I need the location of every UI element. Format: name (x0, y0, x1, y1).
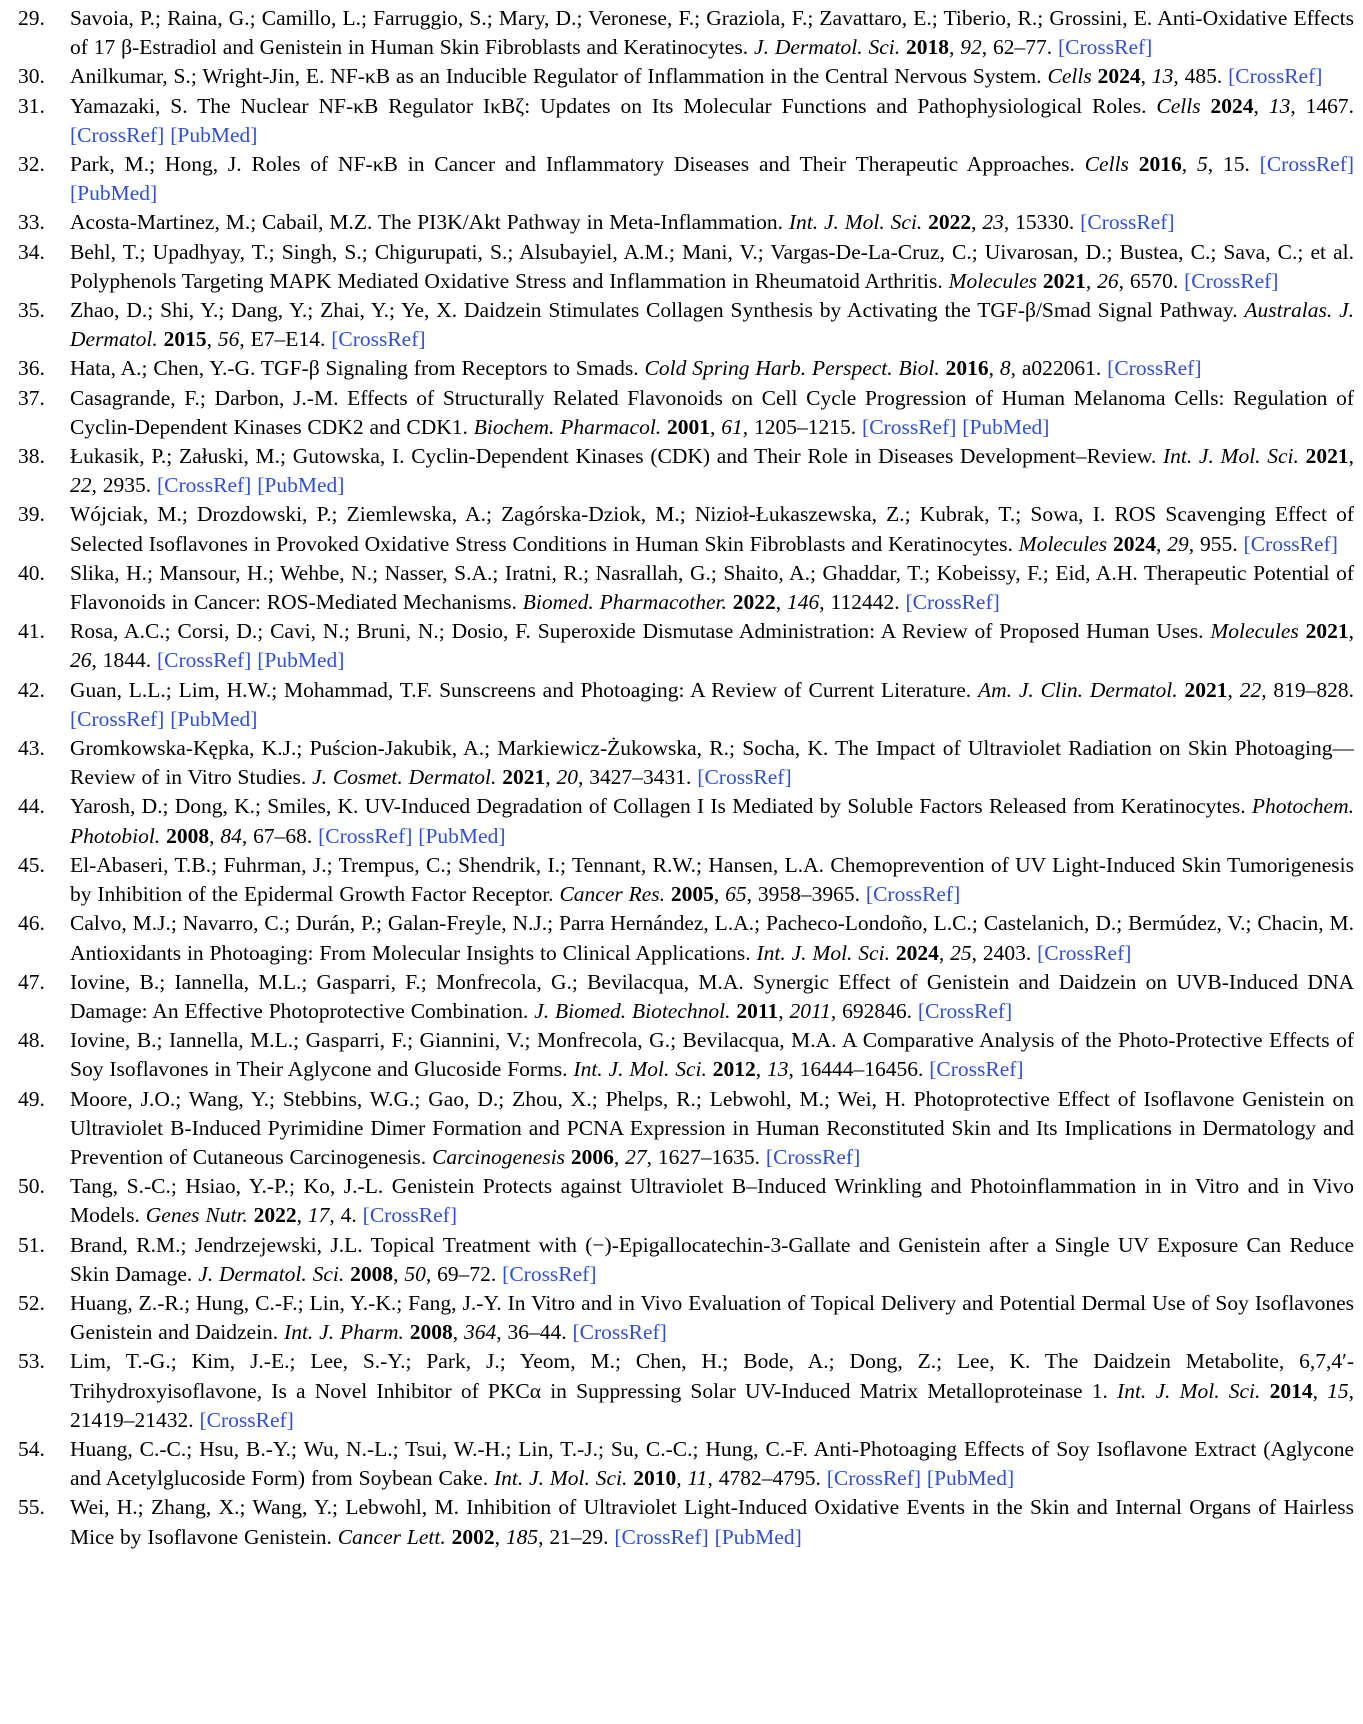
reference-text-segment: , (1140, 64, 1152, 89)
reference-citation-italic: Cells (1156, 93, 1201, 118)
reference-text (70, 4, 1354, 62)
reference-text-segment: , 2935. (91, 473, 157, 498)
reference-item (18, 4, 1354, 62)
reference-citation-italic: 22 (70, 473, 92, 498)
reference-text (70, 1435, 1354, 1493)
reference-year: 2014 (1269, 1378, 1313, 1403)
crossref-link[interactable]: [CrossRef] (157, 648, 252, 673)
reference-text-segment: , 4782–4795. (707, 1466, 827, 1491)
reference-item (18, 1347, 1354, 1435)
reference-text-segment: , 1844. (91, 648, 157, 673)
reference-year: 2002 (451, 1524, 495, 1549)
reference-number: 45. (18, 852, 45, 877)
reference-item (18, 1289, 1354, 1347)
reference-item (18, 384, 1354, 442)
reference-text (70, 296, 1354, 354)
reference-text (70, 734, 1354, 792)
reference-citation-italic: 56 (217, 327, 240, 352)
reference-citation-italic: J. Dermatol. Sci. (198, 1261, 345, 1286)
reference-item (18, 559, 1354, 617)
reference-citation-italic: Int. J. Mol. Sci. (493, 1466, 628, 1491)
reference-year: 2021 (1305, 619, 1349, 644)
reference-number: 47. (18, 969, 45, 994)
reference-citation-italic: 2011 (789, 998, 831, 1023)
reference-item (18, 1172, 1354, 1230)
reference-year: 2008 (166, 823, 210, 848)
reference-number: 52. (18, 1290, 45, 1315)
reference-citation-italic: Molecules (1018, 531, 1108, 556)
reference-citation-italic: J. Biomed. Biotechnol. (534, 998, 731, 1023)
reference-text-segment: Acosta-Martinez, M.; Cabail, M.Z. The PI3K/Akt Pathway in Meta-Inflammation. (70, 210, 789, 235)
reference-number: 43. (18, 736, 45, 761)
reference-text-segment: , (452, 1320, 464, 1345)
reference-text (70, 968, 1354, 1026)
reference-text-segment: , (988, 356, 1000, 381)
reference-year: 2005 (670, 882, 714, 907)
reference-number: 53. (18, 1349, 45, 1374)
reference-year: 2024 (1097, 64, 1141, 89)
reference-number: 33. (18, 210, 45, 235)
crossref-link[interactable]: [CrossRef] (1107, 356, 1202, 381)
reference-text (70, 851, 1354, 909)
reference-text-segment: Moore, J.O.; Wang, Y.; Stebbins, W.G.; Gao, D.; Zhou, X.; Phelps, R.; Lebwohl, M.; Wei, H. Photoprotective Effect of Isoflavone Genistein on Ultraviolet B-Induced Pyrimidine Dimer Formation and PCNA Expression in Human Reconstituted Skin and Its Implications in Dermatology and Prevention of Cutaneous Carcinogenesis. (70, 1086, 1354, 1169)
reference-text-segment: Hata, A.; Chen, Y.-G. TGF-β Signaling from Receptors to Smads. (70, 356, 645, 381)
reference-citation-italic: Genes Nutr. (145, 1203, 248, 1228)
reference-year: 2021 (502, 765, 546, 790)
reference-text-segment: , 69–72. (425, 1261, 503, 1286)
reference-year: 2018 (906, 35, 949, 60)
reference-citation-italic: 364 (464, 1320, 497, 1345)
reference-text-segment: Casagrande, F.; Darbon, J.-M. Effects of Structurally Related Flavonoids on Cell Cycle Progression of Human Melanoma Cells: Regulation of Cyclin-Dependent Kinases CDK2 and CDK1. (70, 385, 1354, 439)
reference-text-segment: Calvo, M.J.; Navarro, C.; Durán, P.; Galan-Freyle, N.J.; Parra Hernández, L.A.; Pacheco-Londoño, L.C.; Castelanich, D.; Bermúdez, V.; Chacin, M. Antioxidants in Photoaging: From Molecular Insights to Clinical Applications. (70, 911, 1354, 965)
reference-number: 55. (18, 1495, 45, 1520)
crossref-link[interactable]: [CrossRef] (826, 1466, 922, 1491)
reference-number: 39. (18, 502, 45, 527)
reference-text (70, 617, 1354, 675)
reference-text-segment: Huang, C.-C.; Hsu, B.-Y.; Wu, N.-L.; Tsui, W.-H.; Lin, T.-J.; Su, C.-C.; Hung, C.-F. Anti-Photoaging Effects of Soy Isoflavone Extract (Aglycone and Acetylglucoside Form) from Soybean Cake. (70, 1436, 1354, 1491)
reference-item (18, 296, 1354, 354)
reference-citation-italic: 13 (1268, 93, 1291, 118)
reference-text (70, 62, 1354, 91)
reference-text-segment: , 21–29. (538, 1524, 615, 1549)
reference-text-segment: , 2403. (971, 940, 1038, 965)
reference-number: 54. (18, 1436, 45, 1461)
reference-text-segment: , (296, 1203, 308, 1228)
reference-citation-italic: Molecules (1210, 619, 1299, 644)
reference-text (70, 909, 1354, 967)
crossref-link[interactable]: [CrossRef] (1259, 152, 1355, 177)
reference-text-segment: , 67–68. (241, 823, 319, 848)
crossref-link[interactable]: [CrossRef] (1184, 268, 1279, 293)
reference-item (18, 92, 1354, 150)
reference-text-segment: , E7–E14. (239, 327, 332, 352)
reference-text-segment: , (938, 940, 951, 965)
crossref-link[interactable]: [CrossRef] (697, 765, 792, 790)
reference-text-segment: , 21419–21432. (70, 1378, 1355, 1432)
reference-text-segment: Lim, T.-G.; Kim, J.-E.; Lee, S.-Y.; Park, J.; Yeom, M.; Chen, H.; Bode, A.; Dong, Z.; Lee, K. The Daidzein Metabolite, 6,7,4′-Trihydroxyisoflavone, Is a Novel Inhibitor of PKCα in Suppressing Solar UV-Induced Matrix Metalloproteinase 1. (70, 1349, 1354, 1403)
reference-text (70, 1172, 1354, 1230)
pubmed-link[interactable]: [PubMed] (962, 414, 1050, 439)
reference-citation-italic: 22 (1239, 677, 1262, 702)
reference-item (18, 150, 1354, 208)
reference-citation-italic: Cancer Lett. (337, 1524, 446, 1549)
reference-item (18, 62, 1354, 91)
reference-year: 2001 (667, 414, 711, 439)
crossref-link[interactable]: [CrossRef] (614, 1524, 709, 1549)
reference-text (70, 92, 1354, 150)
reference-text-segment: Anilkumar, S.; Wright-Jin, E. NF-κB as an Inducible Regulator of Inflammation in the Central Nervous System. (70, 64, 1048, 89)
reference-citation-italic: Int. J. Mol. Sci. (788, 210, 923, 235)
reference-number: 32. (18, 152, 45, 177)
reference-text-segment: Iovine, B.; Iannella, M.L.; Gasparri, F.; Giannini, V.; Monfrecola, G.; Bevilacqua, M.A. A Comparative Analysis of the Photo-Protective Effects of Soy Isoflavones in Their Aglycone and Glucoside Forms. (70, 1028, 1354, 1082)
crossref-link[interactable]: [CrossRef] (502, 1261, 597, 1286)
reference-text-segment: Behl, T.; Upadhyay, T.; Singh, S.; Chigurupati, S.; Alsubayiel, A.M.; Mani, V.; Vargas-De-La-Cruz, C.; Uivarosan, D.; Bustea, C.; Sava, C.; et al. Polyphenols Targeting MAPK Mediated Oxidative Stress and Inflammation in Rheumatoid Arthritis. (70, 239, 1354, 293)
reference-text-segment: Yarosh, D.; Dong, K.; Smiles, K. UV-Induced Degradation of Collagen I Is Mediated by Soluble Factors Released from Keratinocytes. (70, 794, 1252, 819)
reference-text-segment: , (1253, 93, 1269, 118)
reference-text-segment: , 1205–1215. (742, 414, 863, 439)
reference-citation-italic: 29 (1167, 531, 1189, 556)
reference-text (70, 1289, 1354, 1347)
reference-year: 2024 (1113, 531, 1157, 556)
reference-citation-italic: Cold Spring Harb. Perspect. Biol. (644, 356, 940, 381)
reference-text-segment: Tang, S.-C.; Hsiao, Y.-P.; Ko, J.-L. Genistein Protects against Ultraviolet B–Induced Wrinkling and Photoinflammation in in Vitro and in Vivo Models. (70, 1174, 1354, 1228)
reference-number: 34. (18, 239, 45, 264)
reference-item (18, 909, 1354, 967)
reference-text-segment: Gromkowska-Kępka, K.J.; Puścion-Jakubik, A.; Markiewicz-Żukowska, R.; Socha, K. The Impact of Ultraviolet Radiation on Skin Photoaging—Review of in Vitro Studies. (70, 736, 1354, 790)
reference-text-segment: , (755, 1057, 767, 1082)
reference-text-segment: , 36–44. (496, 1320, 573, 1345)
reference-text-segment: Wei, H.; Zhang, X.; Wang, Y.; Lebwohl, M. Inhibition of Ultraviolet Light-Induced Oxidative Events in the Skin and Internal Organs of Hairless Mice by Isoflavone Genistein. (70, 1495, 1354, 1549)
reference-text-segment: , (1181, 152, 1197, 177)
reference-year: 2012 (712, 1057, 756, 1082)
reference-text-segment (1299, 619, 1306, 643)
reference-citation-italic: 27 (625, 1144, 647, 1169)
reference-text-segment: , (1227, 677, 1240, 702)
reference-citation-italic: 8 (999, 356, 1011, 381)
reference-number: 48. (18, 1028, 45, 1053)
reference-text-segment: , (713, 882, 726, 907)
reference-year: 2008 (409, 1320, 453, 1345)
crossref-link[interactable]: [CrossRef] (1037, 940, 1132, 965)
crossref-link[interactable]: [CrossRef] (157, 473, 252, 498)
reference-text (70, 384, 1354, 442)
reference-text-segment: , (206, 327, 218, 352)
reference-text-segment: Brand, R.M.; Jendrzejewski, J.L. Topical Treatment with (−)-Epigallocatechin-3-Gallate and Genistein after a Single UV Exposure Can Reduce Skin Damage. (70, 1232, 1354, 1286)
reference-number: 35. (18, 298, 45, 323)
reference-number: 40. (18, 560, 45, 585)
reference-text-segment: , 692846. (830, 998, 918, 1023)
crossref-link[interactable]: [CrossRef] (1228, 64, 1323, 89)
crossref-link[interactable]: [CrossRef] (865, 882, 961, 907)
reference-text-segment: Park, M.; Hong, J. Roles of NF-κB in Cancer and Inflammatory Diseases and Their Therapeutic Approaches. (70, 152, 1085, 177)
reference-text-segment: , 819–828. (1261, 677, 1355, 702)
reference-item (18, 1085, 1354, 1173)
reference-text (70, 792, 1354, 850)
reference-text-segment: , 16444–16456. (788, 1057, 930, 1082)
pubmed-link[interactable]: [PubMed] (418, 823, 506, 848)
reference-text (70, 1026, 1354, 1084)
reference-text-segment: , 15330. (1003, 210, 1081, 235)
reference-text-segment: Guan, L.L.; Lim, H.W.; Mohammad, T.F. Sunscreens and Photoaging: A Review of Current Literature. (70, 677, 978, 702)
reference-text-segment: , 1627–1635. (646, 1144, 766, 1169)
reference-item (18, 1231, 1354, 1289)
reference-text-segment: , (494, 1524, 506, 1549)
reference-text (70, 1231, 1354, 1289)
reference-citation-italic: Cells (1047, 64, 1092, 89)
reference-text-segment: , (778, 998, 790, 1023)
reference-citation-italic: Biochem. Pharmacol. (473, 414, 662, 439)
reference-text-segment: , 3427–3431. (578, 765, 698, 790)
crossref-link[interactable]: [CrossRef] (929, 1057, 1024, 1082)
reference-text-segment: , 1467. (1290, 93, 1355, 118)
crossref-link[interactable]: [CrossRef] (362, 1203, 458, 1228)
pubmed-link[interactable]: [PubMed] (257, 473, 345, 498)
pubmed-link[interactable]: [PubMed] (926, 1466, 1015, 1491)
reference-citation-italic: Int. J. Mol. Sci. (1117, 1378, 1261, 1403)
reference-citation-italic: 84 (220, 823, 242, 848)
reference-number: 46. (18, 911, 45, 936)
reference-text-segment: , (393, 1261, 405, 1286)
reference-number: 38. (18, 444, 45, 469)
reference-citation-italic: 13 (767, 1057, 789, 1082)
reference-citation-italic: Int. J. Pharm. (284, 1320, 404, 1345)
reference-text-segment: , 485. (1173, 64, 1229, 89)
reference-text-segment: Yamazaki, S. The Nuclear NF-κB Regulator IκBζ: Updates on Its Molecular Functions and Pathophysiological Roles. (70, 93, 1157, 118)
reference-citation-italic: Carcinogenesis (432, 1144, 566, 1169)
reference-year: 2015 (163, 327, 207, 352)
reference-text-segment: , 3958–3965. (746, 882, 866, 907)
reference-text-segment: , (949, 35, 961, 60)
reference-text-segment: , (613, 1144, 626, 1169)
reference-number: 30. (18, 64, 45, 89)
reference-year: 2011 (736, 998, 779, 1023)
reference-year: 2010 (633, 1466, 677, 1491)
reference-text (70, 1085, 1354, 1173)
reference-text-segment: Wójciak, M.; Drozdowski, P.; Ziemlewska, A.; Zagórska-Dziok, M.; Nizioł-Łukaszewska, Z.; Kubrak, T.; Sowa, I. ROS Scavenging Effect of Selected Isoflavones in Provoked Oxidative Stress Conditions in Human Skin Fibroblasts and Keratinocytes. (70, 502, 1354, 556)
reference-item (18, 238, 1354, 296)
reference-text-segment: Iovine, B.; Iannella, M.L.; Gasparri, F.; Monfrecola, G.; Bevilacqua, M.A. Synergic Effect of Genistein and Daidzein on UVB-Induced DNA Damage: An Effective Photoprotective Combination. (70, 969, 1354, 1023)
reference-citation-italic: 13 (1151, 64, 1174, 89)
reference-citation-italic: 11 (687, 1466, 708, 1491)
reference-citation-italic: 25 (950, 940, 972, 965)
pubmed-link[interactable]: [PubMed] (70, 181, 158, 206)
reference-text (70, 500, 1354, 558)
reference-year: 2024 (1210, 93, 1254, 118)
reference-text-segment: , a022061. (1010, 356, 1108, 381)
crossref-link[interactable]: [CrossRef] (331, 327, 426, 352)
reference-year: 2016 (1138, 152, 1182, 177)
crossref-link[interactable]: [CrossRef] (765, 1144, 861, 1169)
reference-year: 2006 (570, 1144, 614, 1169)
crossref-link[interactable]: [CrossRef] (70, 706, 165, 731)
reference-number: 51. (18, 1232, 45, 1257)
reference-text-segment: , (209, 823, 221, 848)
reference-citation-italic: J. Cosmet. Dermatol. (312, 765, 497, 790)
reference-text-segment: , 15. (1207, 152, 1260, 177)
reference-item (18, 354, 1354, 383)
reference-year: 2021 (1042, 268, 1086, 293)
reference-text (70, 676, 1354, 734)
crossref-link[interactable]: [CrossRef] (917, 998, 1013, 1023)
reference-text-segment: El-Abaseri, T.B.; Fuhrman, J.; Trempus, C.; Shendrik, I.; Tennant, R.W.; Hansen, L.A. Chemoprevention of UV Light-Induced Skin Tumorigenesis by Inhibition of the Epidermal Growth Factor Receptor. (70, 852, 1354, 907)
reference-text (70, 1493, 1354, 1551)
reference-citation-italic: 65 (725, 882, 747, 907)
pubmed-link[interactable]: [PubMed] (257, 648, 345, 673)
reference-number: 41. (18, 619, 45, 644)
reference-citation-italic: Cancer Res. (559, 882, 666, 907)
reference-text-segment: , (971, 210, 983, 235)
reference-text-segment: , (1156, 531, 1168, 556)
crossref-link[interactable]: [CrossRef] (70, 122, 165, 147)
reference-citation-italic: 185 (505, 1524, 539, 1549)
reference-year: 2008 (350, 1261, 394, 1286)
reference-number: 29. (18, 6, 45, 30)
reference-citation-italic: Photochem. Photobiol. (70, 794, 1354, 848)
reference-year: 2021 (1184, 677, 1228, 702)
reference-text-segment: , (1085, 268, 1098, 293)
reference-item (18, 208, 1354, 237)
reference-text-segment: , 112442. (819, 590, 906, 615)
reference-text-segment: Huang, Z.-R.; Hung, C.-F.; Lin, Y.-K.; Fang, J.-Y. In Vitro and in Vivo Evaluation of Topical Delivery and Potential Dermal Use of Soy Isoflavones Genistein and Daidzein. (70, 1290, 1354, 1345)
reference-citation-italic: 5 (1196, 152, 1208, 177)
reference-item (18, 968, 1354, 1026)
reference-text-segment: , (1312, 1378, 1328, 1403)
reference-text-segment: , (1348, 619, 1354, 644)
reference-citation-italic: Int. J. Mol. Sci. (756, 940, 890, 965)
crossref-link[interactable]: [CrossRef] (905, 590, 1000, 615)
reference-item (18, 676, 1354, 734)
reference-citation-italic: 20 (556, 765, 579, 790)
reference-item (18, 1435, 1354, 1493)
reference-year: 2022 (928, 210, 972, 235)
reference-citation-italic: Int. J. Mol. Sci. (1162, 444, 1299, 469)
reference-citation-italic: Molecules (948, 268, 1037, 293)
reference-text-segment: , (676, 1466, 688, 1491)
pubmed-link[interactable]: [PubMed] (170, 706, 258, 731)
reference-citation-italic: 26 (1097, 268, 1119, 293)
reference-item (18, 442, 1354, 500)
reference-text-segment: Rosa, A.C.; Corsi, D.; Cavi, N.; Bruni, N.; Dosio, F. Superoxide Dismutase Administration: A Review of Proposed Human Uses. (70, 619, 1211, 644)
reference-item (18, 851, 1354, 909)
reference-text-segment: , (545, 765, 557, 790)
reference-citation-italic: Cells (1084, 152, 1129, 177)
reference-number: 42. (18, 677, 45, 702)
reference-text-segment: Zhao, D.; Shi, Y.; Dang, Y.; Zhai, Y.; Ye, X. Daidzein Stimulates Collagen Synthesis by Activating the TGF-β/Smad Signal Pathway. (70, 298, 1245, 323)
reference-text-segment: , 4. (329, 1203, 363, 1228)
crossref-link[interactable]: [CrossRef] (1058, 35, 1153, 60)
reference-text (70, 354, 1354, 383)
reference-citation-italic: 50 (404, 1261, 426, 1286)
crossref-link[interactable]: [CrossRef] (572, 1320, 667, 1345)
reference-text-segment: , 6570. (1118, 268, 1185, 293)
reference-citation-italic: Biomed. Pharmacother. (522, 590, 727, 615)
reference-citation-italic: 17 (307, 1203, 330, 1228)
reference-text (70, 208, 1354, 237)
reference-text-segment (1299, 444, 1306, 468)
reference-text (70, 442, 1354, 500)
reference-item (18, 1493, 1354, 1551)
reference-citation-italic: 26 (70, 648, 92, 673)
reference-number: 49. (18, 1086, 45, 1111)
reference-number: 31. (18, 93, 45, 118)
reference-text-segment: , 62–77. (981, 35, 1058, 60)
reference-item (18, 500, 1354, 558)
reference-citation-italic: 23 (982, 210, 1004, 235)
reference-year: 2021 (1305, 444, 1349, 469)
reference-citation-italic: J. Dermatol. Sci. (754, 35, 901, 60)
reference-text-segment: , (1348, 444, 1355, 469)
pubmed-link[interactable]: [PubMed] (714, 1524, 802, 1549)
reference-year: 2024 (895, 940, 939, 965)
reference-text-segment (1201, 94, 1211, 118)
reference-text (70, 1347, 1354, 1435)
reference-text-segment: , (775, 590, 787, 615)
reference-item (18, 617, 1354, 675)
reference-year: 2022 (253, 1203, 297, 1228)
reference-citation-italic: 146 (787, 590, 820, 615)
reference-number: 50. (18, 1174, 45, 1199)
reference-text-segment: Łukasik, P.; Załuski, M.; Gutowska, I. Cyclin-Dependent Kinases (CDK) and Their Role in Diseases Development–Review. (70, 444, 1163, 469)
reference-text-segment (1260, 1379, 1269, 1403)
crossref-link[interactable]: [CrossRef] (862, 414, 957, 439)
reference-citation-italic: Int. J. Mol. Sci. (573, 1057, 707, 1082)
reference-citation-italic: 92 (960, 35, 982, 60)
crossref-link[interactable]: [CrossRef] (1080, 210, 1175, 235)
reference-text-segment: Slika, H.; Mansour, H.; Wehbe, N.; Nasser, S.A.; Iratni, R.; Nasrallah, G.; Shaito, A.; Ghaddar, T.; Kobeissy, F.; Eid, A.H. Therapeutic Potential of Flavonoids in Cancer: ROS-Mediated Mechanisms. (70, 560, 1354, 615)
reference-item (18, 792, 1354, 850)
reference-item (18, 1026, 1354, 1084)
reference-number: 44. (18, 794, 45, 819)
crossref-link[interactable]: [CrossRef] (318, 823, 413, 848)
reference-number: 36. (18, 356, 45, 381)
reference-year: 2022 (732, 590, 776, 615)
reference-citation-italic: 61 (721, 414, 743, 439)
pubmed-link[interactable]: [PubMed] (170, 122, 258, 147)
crossref-link[interactable]: [CrossRef] (199, 1407, 294, 1432)
crossref-link[interactable]: [CrossRef] (1243, 531, 1338, 556)
reference-citation-italic: 15 (1327, 1378, 1349, 1403)
reference-text (70, 238, 1354, 296)
reference-text-segment: , 955. (1188, 531, 1244, 556)
reference-text (70, 150, 1354, 208)
reference-number: 37. (18, 385, 45, 410)
reference-text-segment: , (710, 414, 722, 439)
reference-list (18, 4, 1354, 1552)
reference-text-segment (1129, 152, 1139, 176)
reference-item (18, 734, 1354, 792)
reference-text (70, 559, 1354, 617)
reference-citation-italic: Am. J. Clin. Dermatol. (977, 677, 1178, 702)
reference-year: 2016 (945, 356, 989, 381)
reference-citation-italic: Australas. J. Dermatol. (70, 298, 1354, 352)
reference-text-segment: Savoia, P.; Raina, G.; Camillo, L.; Farruggio, S.; Mary, D.; Veronese, F.; Graziola, F.; Zavattaro, E.; Tiberio, R.; Grossini, E. Anti-Oxidative Effects of 17 β-Estradiol and Genistein in Human Skin Fibroblasts and Keratinocytes. (70, 6, 1354, 60)
